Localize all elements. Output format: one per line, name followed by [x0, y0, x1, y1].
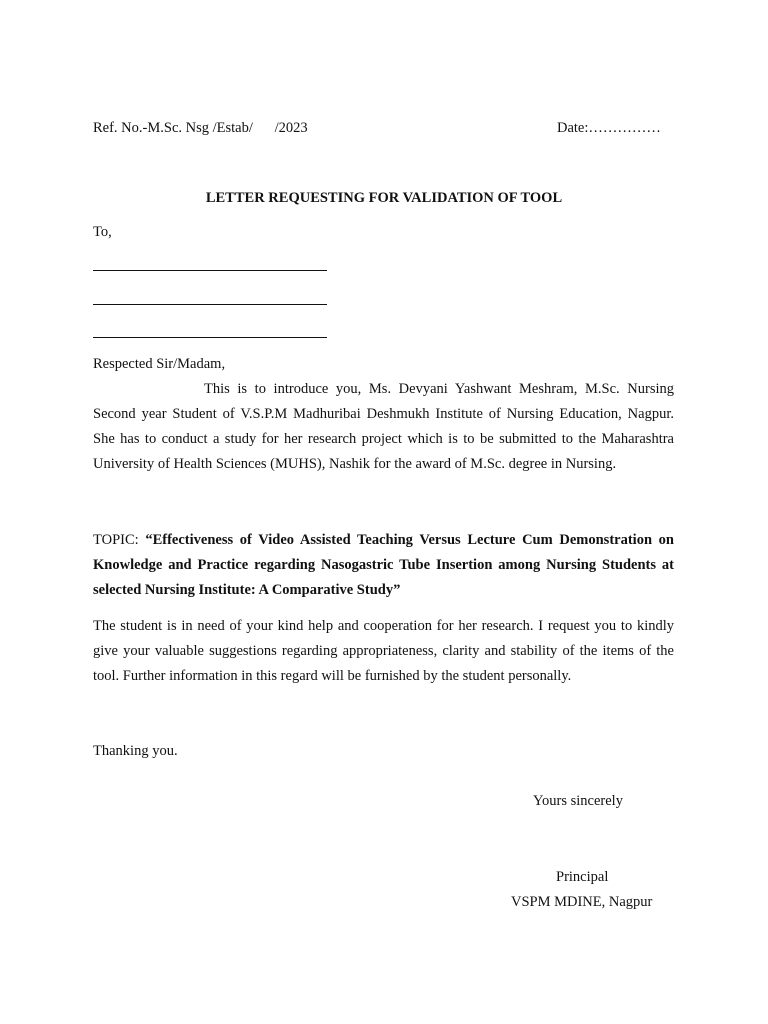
- closing-line: Yours sincerely: [533, 793, 623, 809]
- topic-text: “Effectiveness of Video Assisted Teaching Versus Lecture Cum Demonstration on Knowledge and Practice regarding Nasogastric Tube Insertion among Nursing Students at selected Nursing Institute: A Comparative Study”: [93, 532, 674, 598]
- signatory-institution: VSPM MDINE, Nagpur: [511, 894, 653, 910]
- address-line-1: [93, 270, 327, 271]
- request-paragraph: The student is in need of your kind help and cooperation for her research. I request you to kindly give your valuable suggestions regarding appropriateness, clarity and stability of the items of the tool. Further information in this regard will be furnished by the student personally.: [93, 618, 674, 684]
- date-field: Date:……………: [557, 120, 661, 136]
- salutation: Respected Sir/Madam,: [93, 356, 226, 372]
- addressee-label: To,: [93, 224, 112, 240]
- reference-number: Ref. No.-M.Sc. Nsg /Estab/ /2023: [93, 120, 308, 136]
- address-line-2: [93, 304, 327, 305]
- signatory-title: Principal: [556, 869, 609, 885]
- letter-title: LETTER REQUESTING FOR VALIDATION OF TOOL: [205, 190, 563, 206]
- topic-paragraph: [93, 528, 674, 603]
- topic-label: TOPIC:: [93, 532, 146, 548]
- thanks-line: Thanking you.: [93, 743, 178, 759]
- address-line-3: [93, 337, 327, 338]
- intro-paragraph: This is to introduce you, Ms. Devyani Yashwant Meshram, M.Sc. Nursing Second year Student of V.S.P.M Madhuribai Deshmukh Institute of Nursing Education, Nagpur. She has to conduct a study for her research project which is to be submitted to the Maharashtra University of Health Sciences (MUHS), Nashik for the award of M.Sc. degree in Nursing.: [93, 381, 674, 472]
